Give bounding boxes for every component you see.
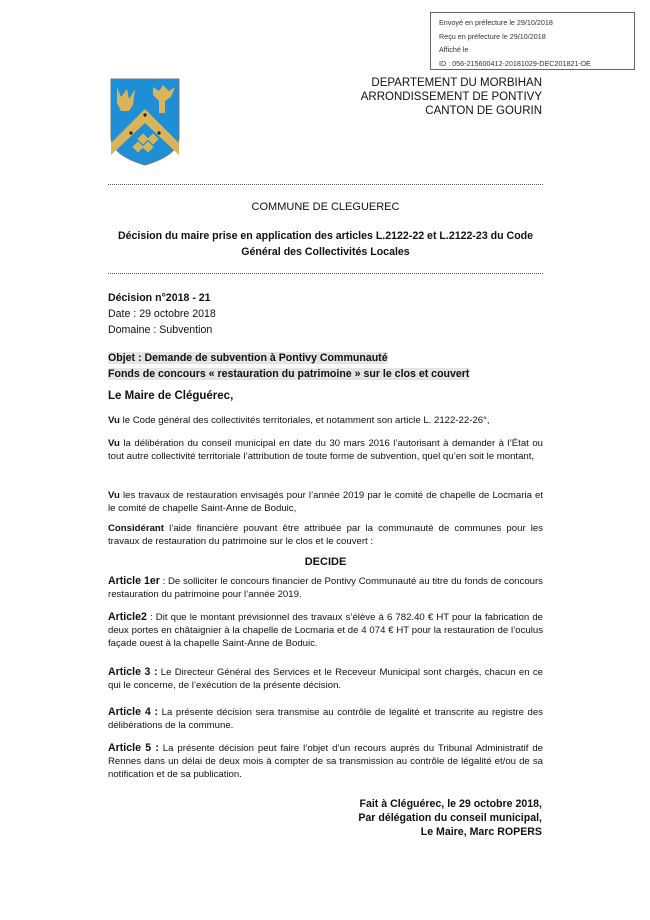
stamp-received: Reçu en préfecture le 29/10/2018 [439, 31, 546, 41]
article: Article 4 : La présente décision sera transmise au contrôle de légalité et transcrite au registre des délibérations de la commune. [108, 706, 543, 731]
coat-of-arms-logo [107, 75, 183, 167]
stamp-sent: Envoyé en préfecture le 29/10/2018 [439, 18, 553, 27]
consideration: Considérant l’aide financière pouvant être attribuée par la communauté de communes pour les travaux de restauration du patrimoine sur le clos et le couvert : [108, 523, 543, 547]
prefecture-stamp [430, 12, 635, 70]
decision-meta [108, 290, 216, 338]
consideration: Vu la délibération du conseil municipal en date du 30 mars 2016 l’autorisant à demander à l’État ou tout autre collectivité territoriale l’attribution de toute forme de subvention, quel qu’en soit le montant, [108, 438, 543, 462]
stamp-posted: Affiché le [439, 45, 469, 54]
decision-number: Décision n°2018 - 21 [108, 292, 211, 304]
maire-heading: Le Maire de Cléguérec, [108, 390, 234, 402]
objet-block [108, 350, 469, 382]
signature-name: Le Maire, Marc ROPERS [420, 826, 542, 838]
article: Article 5 : La présente décision peut faire l’objet d’un recours auprès du Tribunal Administratif de Rennes dans un délai de deux mois à compter de sa transmission au contrôle de légalité et/ou de sa notification et de sa publication. [108, 742, 543, 780]
arrondissement: ARRONDISSEMENT DE PONTIVY [360, 91, 542, 103]
article: Article2 : Dit que le montant prévisionnel des travaux s’élève à 6 782.40 € HT pour la fabrication de deux portes en châtaignier à la chapelle de Locmaria et de 4 074 € HT pour la restauration de l’oculus façade ouest à la chapelle Saint-Anne de Boduic. [108, 611, 543, 649]
subtitle-line-2: Général des Collectivités Locales [241, 246, 410, 258]
signature-block [358, 797, 542, 839]
stamp-id: ID : 056-215600412-20181029-DEC201821-DE [439, 58, 591, 68]
administrative-header [361, 76, 542, 118]
document-subtitle [108, 228, 543, 260]
decision-domain: Domaine : Subvention [108, 324, 213, 336]
subtitle-line-1: Décision du maire prise en application des articles L.2122-22 et L.2122-23 du Code [117, 230, 534, 242]
consideration: Vu le Code général des collectivités territoriales, et notamment son article L. 2122-22-26°, [108, 415, 490, 426]
commune-title: COMMUNE DE CLEGUEREC [251, 201, 400, 213]
canton: CANTON DE GOURIN [425, 105, 542, 117]
divider [108, 184, 543, 185]
signature-delegation: Par délégation du conseil municipal, [358, 812, 542, 824]
article: Article 3 : Le Directeur Général des Services et le Receveur Municipal sont chargés, chacun en ce qui le concerne, de l’exécution de la présente décision. [108, 666, 544, 691]
department: DEPARTEMENT DU MORBIHAN [371, 77, 542, 89]
consideration: Vu les travaux de restauration envisagés pour l’année 2019 par le comité de chapelle de Locmaria et le comité de chapelle Saint-Anne de Boduic, [108, 490, 543, 514]
objet-line-1: Objet : Demande de subvention à Pontivy Communauté [108, 352, 388, 364]
decision-date: Date : 29 octobre 2018 [108, 308, 216, 320]
signature-place-date: Fait à Cléguérec, le 29 octobre 2018, [359, 798, 542, 810]
article: Article 1er : De solliciter le concours financier de Pontivy Communauté au titre du fonds de concours restauration du patrimoine pour l’année 2019. [108, 575, 543, 600]
divider [108, 273, 543, 274]
decide-heading: DECIDE [304, 556, 347, 568]
objet-line-2: Fonds de concours « restauration du patrimoine » sur le clos et couvert [108, 368, 470, 380]
